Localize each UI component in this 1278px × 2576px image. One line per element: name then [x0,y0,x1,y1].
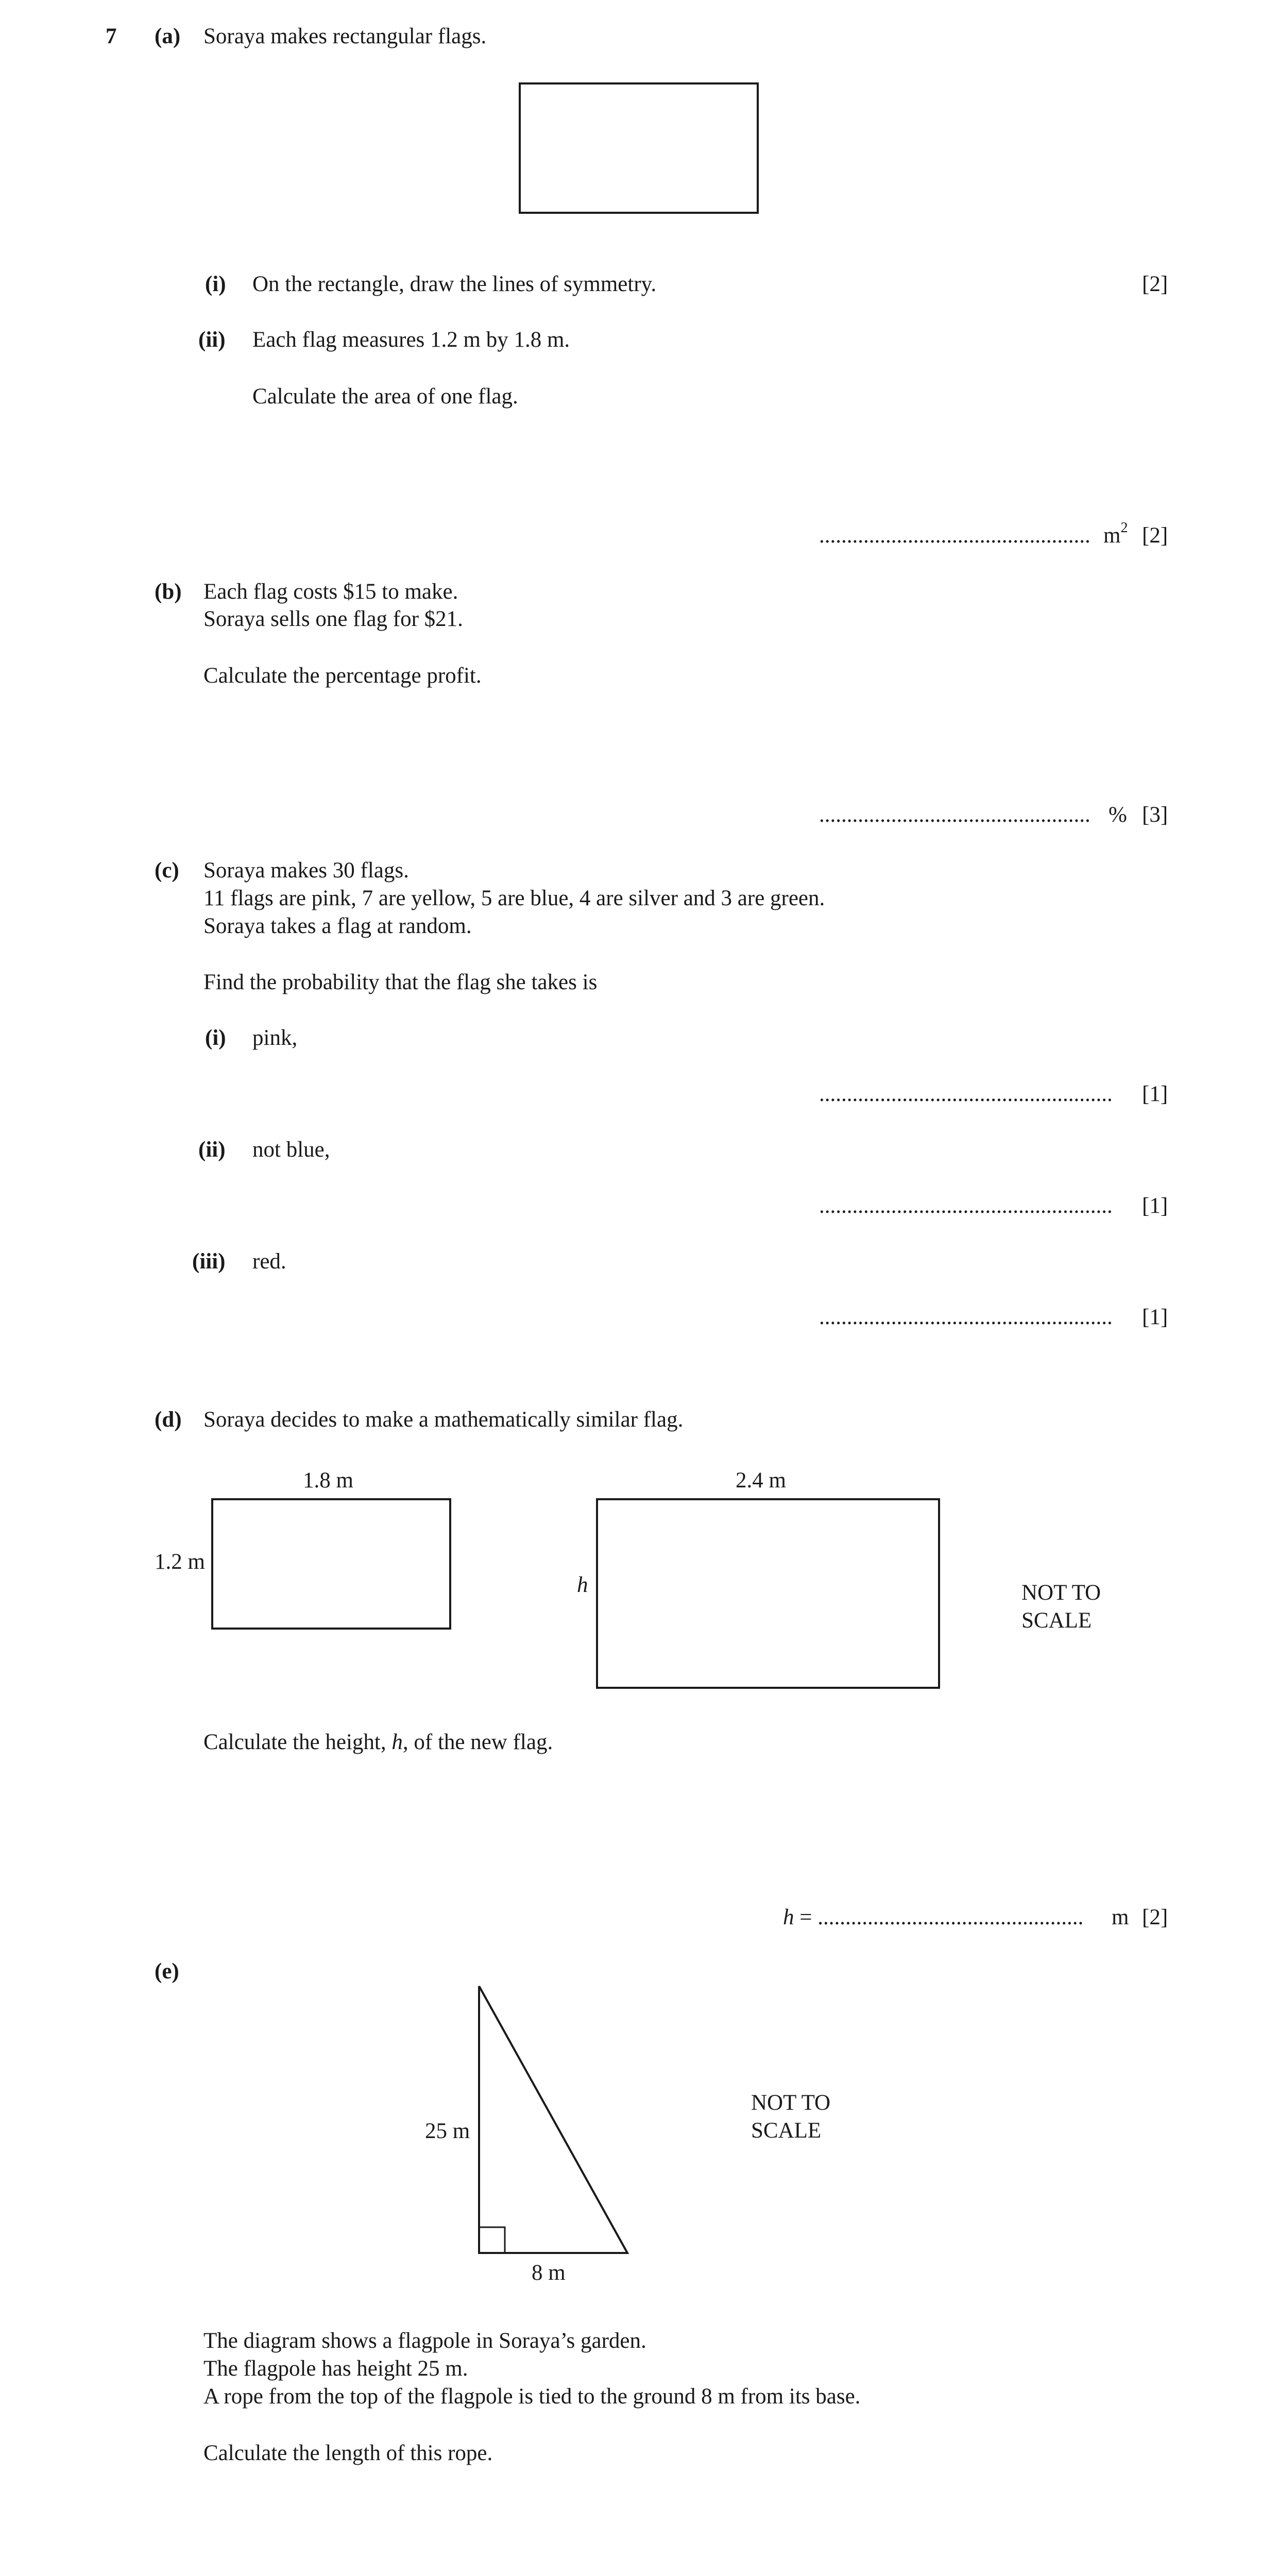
part-b-line1: Each flag costs $15 to make. [203,580,458,604]
part-a-i-label: (i) [205,272,226,296]
large-flag-height-label: h [577,1573,588,1597]
part-c-ii-label: (ii) [198,1138,226,1162]
part-a-ii-text1: Each flag measures 1.2 m by 1.8 m. [252,328,570,352]
flagpole-base-label: 8 m [532,2261,566,2285]
small-flag [211,1498,451,1630]
part-d-not-to-scale-2: SCALE [1021,1608,1092,1633]
part-d-answer-line[interactable]: ................................................ [817,1905,1084,1929]
part-c-line2: 11 flags are pink, 7 are yellow, 5 are blue, 4 are silver and 3 are green. [203,886,825,910]
part-e-label: (e) [155,1959,179,1984]
large-flag-width-label: 2.4 m [736,1468,786,1493]
part-b-line2: Soraya sells one flag for $21. [203,607,463,631]
part-c-iii-answer-line[interactable]: ..................................................... [819,1305,1113,1329]
part-e-not-to-scale-2: SCALE [751,2119,822,2143]
part-c-iii-marks: [1] [1142,1305,1168,1329]
flagpole-triangle [479,1986,627,2253]
part-c-line3: Soraya takes a flag at random. [203,914,472,938]
part-e-not-to-scale-1: NOT TO [751,2091,831,2115]
flag-rectangle [519,82,759,214]
part-d-answer: h = ................................................ [783,1905,1084,1929]
part-b-line3: Calculate the percentage profit. [203,664,482,688]
part-d-not-to-scale-1: NOT TO [1021,1581,1101,1605]
part-d-label: (d) [155,1408,182,1432]
part-c-label: (c) [155,858,179,883]
part-d-question: Calculate the height, h, of the new flag. [203,1730,553,1754]
part-c-iii-label: (iii) [192,1249,226,1274]
part-c-i-answer-line[interactable]: ..................................................... [819,1082,1113,1106]
part-e-line2: The flagpole has height 25 m. [203,2357,468,2381]
small-flag-height-label: 1.2 m [155,1550,205,1574]
part-c-ii-answer-line[interactable]: ..................................................... [819,1194,1113,1218]
part-e-line3: A rope from the top of the flagpole is tied to the ground 8 m from its base. [203,2384,861,2409]
part-a-ii-unit: $m^2$ [1103,520,1128,548]
part-c-ii-marks: [1] [1142,1194,1168,1218]
part-a-ii-label: (ii) [198,328,226,352]
part-d-unit: m [1112,1905,1129,1929]
small-flag-width-label: 1.8 m [303,1468,353,1493]
part-c-i-marks: [1] [1142,1082,1168,1106]
part-c-line1: Soraya makes 30 flags. [203,858,409,883]
part-b-label: (b) [155,580,182,604]
part-c-i-label: (i) [205,1026,226,1050]
part-a-i-marks: [2] [1142,272,1168,296]
part-b-unit: % [1109,803,1127,827]
part-a-ii-answer-line[interactable]: ................................................. [819,523,1090,548]
part-a-text: Soraya makes rectangular flags. [203,24,487,48]
part-b-marks: [3] [1142,803,1168,827]
part-a-ii-marks: [2] [1142,523,1168,548]
large-flag [596,1498,940,1689]
part-c-iii-text: red. [252,1249,286,1274]
part-c-line4: Find the probability that the flag she takes is [203,970,598,994]
part-e-line1: The diagram shows a flagpole in Soraya’s garden. [203,2329,646,2353]
part-e-line4: Calculate the length of this rope. [203,2441,493,2465]
part-b-answer-line[interactable]: ................................................. [819,803,1090,827]
right-angle-marker [479,2227,505,2253]
part-a-i-text: On the rectangle, draw the lines of symmetry. [252,272,657,296]
part-a-ii-text2: Calculate the area of one flag. [252,384,518,409]
part-a-label: (a) [155,24,181,48]
question-number: 7 [106,24,117,48]
part-c-i-text: pink, [252,1026,298,1050]
part-d-text: Soraya decides to make a mathematically similar flag. [203,1408,684,1432]
flagpole-height-label: 25 m [425,2119,470,2143]
part-c-ii-text: not blue, [252,1138,330,1162]
part-d-marks: [2] [1142,1905,1168,1929]
